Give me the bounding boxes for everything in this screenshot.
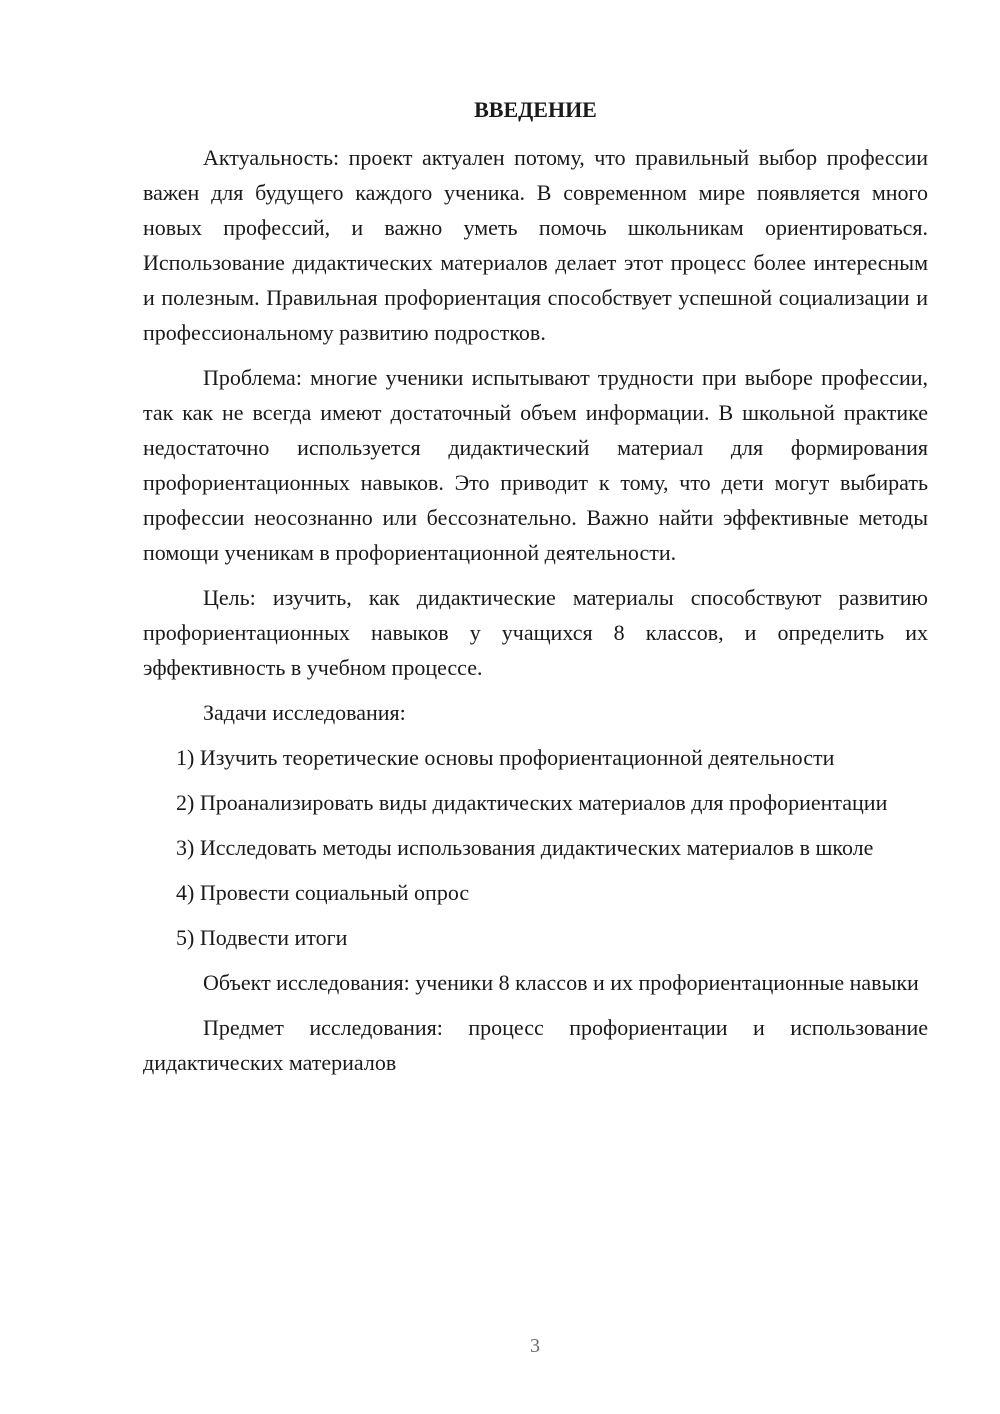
task-item-3: 3) Исследовать методы использования дидактических материалов в школе xyxy=(176,835,874,860)
task-item-4: 4) Провести социальный опрос xyxy=(176,880,470,905)
paragraph-tasks-heading: Задачи исследования: xyxy=(203,700,406,725)
paragraph-subject: Предмет исследования: процесс профориентации и использование дидактических материалов xyxy=(143,1015,928,1075)
paragraph-relevance: Актуальность: проект актуален потому, что правильный выбор профессии важен для будущего каждого ученика. В современном мире появляется много новых профессий, и важно уметь помочь школьникам ориентироваться. Использование дидактических материалов делает этот процесс более интересным и полезным. Правильная профориентация способствует успешной социализации и профессиональному развитию подростков. xyxy=(143,145,928,345)
paragraph-object: Объект исследования: ученики 8 классов и их профориентационные навыки xyxy=(203,970,919,995)
page-number: 3 xyxy=(530,1335,540,1357)
document-page xyxy=(143,96,928,1090)
task-item-2: 2) Проанализировать виды дидактических материалов для профориентации xyxy=(176,790,888,815)
task-item-1: 1) Изучить теоретические основы профориентационной деятельности xyxy=(176,745,835,770)
page-title: ВВЕДЕНИЕ xyxy=(474,97,597,122)
paragraph-goal: Цель: изучить, как дидактические материалы способствуют развитию профориентационных навыков у учащихся 8 классов, и определить их эффективность в учебном процессе. xyxy=(143,585,928,680)
paragraph-problem: Проблема: многие ученики испытывают трудности при выборе профессии, так как не всегда имеют достаточный объем информации. В школьной практике недостаточно используется дидактический материал для формирования профориентационных навыков. Это приводит к тому, что дети могут выбирать профессии неосознанно или бессознательно. Важно найти эффективные методы помощи ученикам в профориентационной деятельности. xyxy=(143,365,928,565)
task-item-5: 5) Подвести итоги xyxy=(176,925,348,950)
